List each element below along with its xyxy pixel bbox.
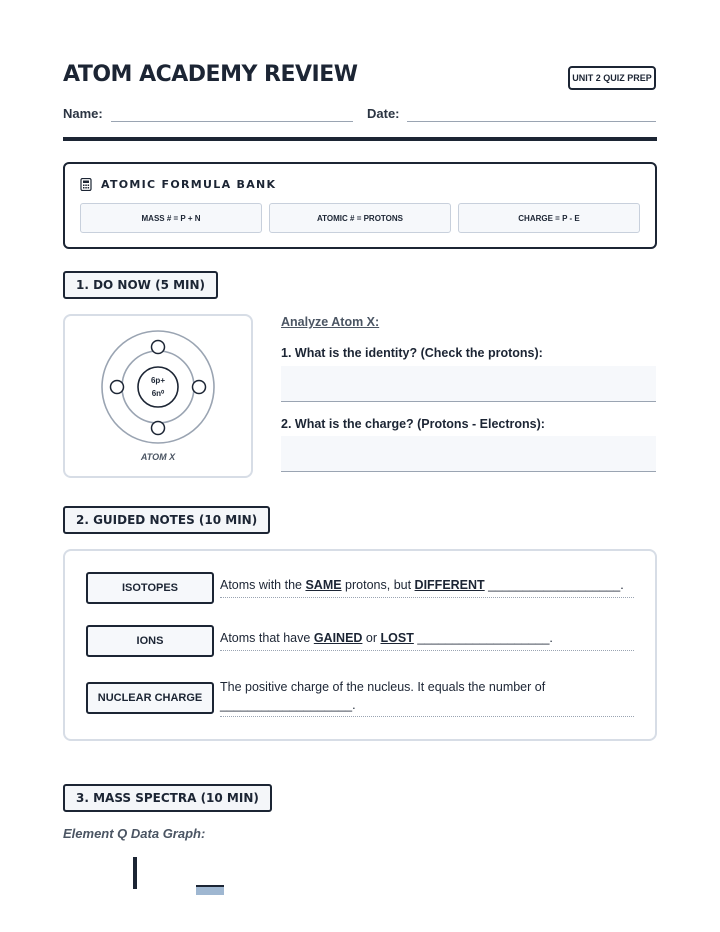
formula-mass-number: MASS # = P + N — [80, 203, 262, 233]
electron — [152, 422, 165, 435]
graph-label: Element Q Data Graph: — [63, 826, 206, 841]
dotted-rule — [220, 597, 634, 598]
atom-caption: ATOM X — [140, 452, 176, 462]
atom-diagram — [63, 314, 253, 478]
definition-ions: Atoms that have GAINED or LOST ___________________. — [220, 631, 553, 645]
electron — [111, 381, 124, 394]
definition-nuclear-charge: The positive charge of the nucleus. It equals the number of ___________________. — [220, 680, 546, 712]
name-label: Name: — [63, 106, 103, 121]
dotted-rule — [220, 650, 634, 651]
formula-charge: CHARGE = P - E — [458, 203, 640, 233]
formula-atomic-number: ATOMIC # = PROTONS — [269, 203, 451, 233]
graph-bar — [196, 885, 224, 895]
dotted-rule — [220, 716, 634, 717]
answer-field-1[interactable] — [281, 366, 656, 402]
section-heading-do-now: 1. DO NOW (5 MIN) — [63, 271, 218, 299]
section-heading-guided-notes: 2. GUIDED NOTES (10 MIN) — [63, 506, 270, 534]
definition-isotopes: Atoms with the SAME protons, but DIFFERENT ___________________. — [220, 578, 624, 592]
answer-field-2[interactable] — [281, 436, 656, 472]
term-isotopes: ISOTOPES — [86, 572, 214, 604]
quiz-prep-badge: UNIT 2 QUIZ PREP — [568, 66, 656, 90]
header-divider — [63, 137, 657, 141]
question-2: 2. What is the charge? (Protons - Electrons): — [281, 417, 545, 431]
term-ions: IONS — [86, 625, 214, 657]
term-nuclear-charge: NUCLEAR CHARGE — [86, 682, 214, 714]
formula-bank-title: ATOMIC FORMULA BANK — [101, 178, 277, 191]
question-1: 1. What is the identity? (Check the protons): — [281, 346, 543, 360]
atom-x-model — [65, 316, 255, 480]
section-heading-mass-spectra: 3. MASS SPECTRA (10 MIN) — [63, 784, 272, 812]
name-field[interactable] — [111, 121, 353, 122]
analyze-heading: Analyze Atom X: — [281, 315, 380, 329]
date-label: Date: — [367, 106, 400, 121]
electron — [152, 341, 165, 354]
page-title: ATOM ACADEMY REVIEW — [63, 62, 358, 87]
nucleus-protons: 6p+ — [150, 376, 166, 385]
calculator-icon — [80, 178, 92, 191]
nucleus — [138, 367, 178, 407]
date-field[interactable] — [407, 121, 656, 122]
nucleus-neutrons: 6n⁰ — [151, 389, 165, 398]
graph-y-axis — [133, 857, 137, 889]
electron — [193, 381, 206, 394]
